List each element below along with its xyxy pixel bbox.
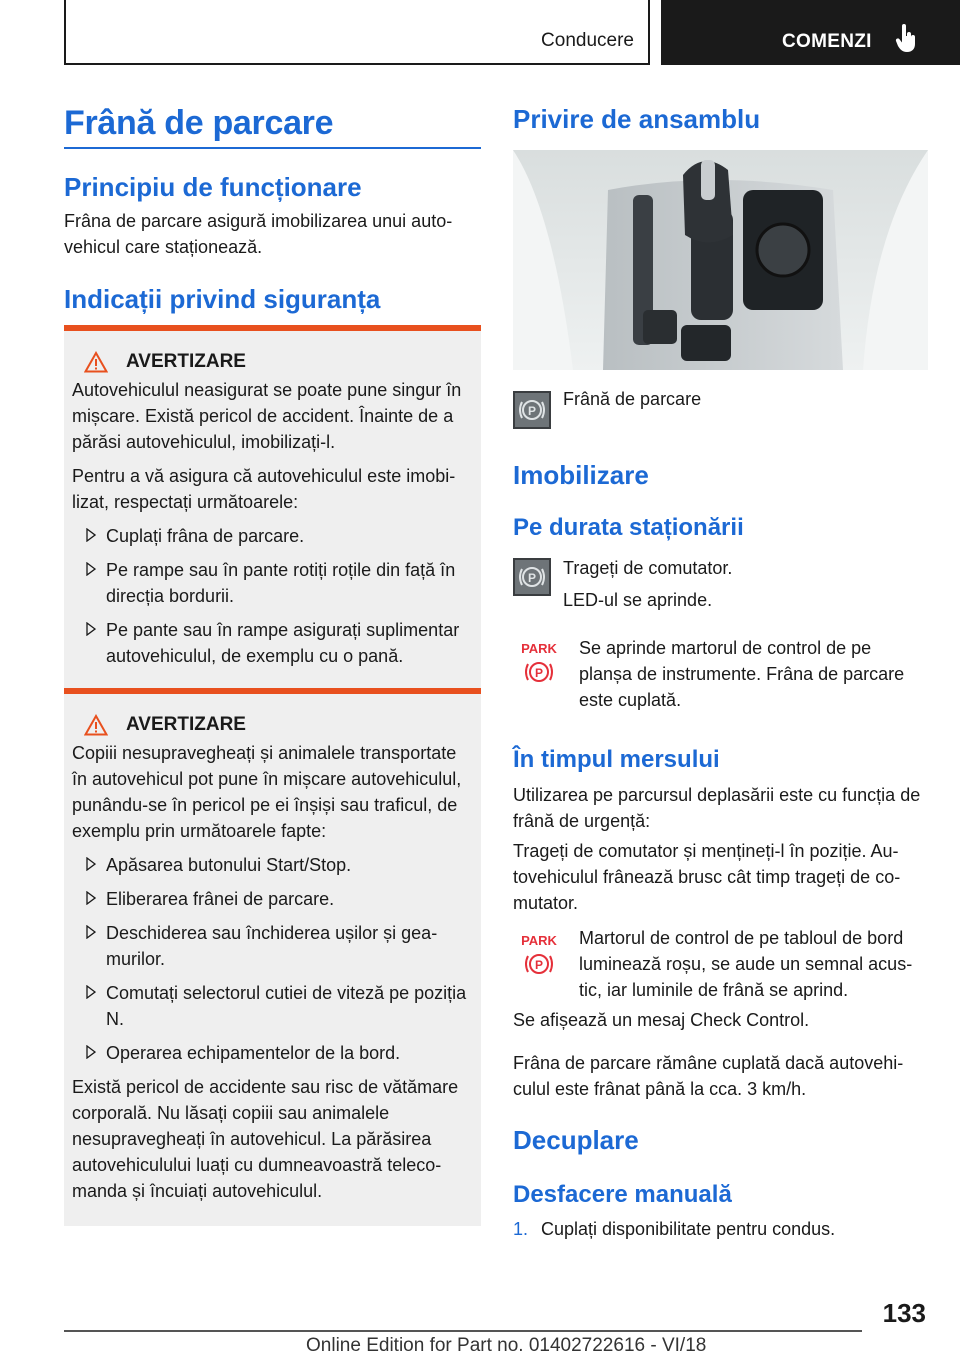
warning-triangle-icon	[84, 714, 108, 736]
page-number: 133	[882, 1298, 926, 1328]
immobilization-heading: Imobilizare	[513, 460, 649, 490]
driving-subheading: În timpul mersului	[513, 746, 720, 773]
warning-title-1	[72, 351, 473, 373]
list-item: Comutați selectorul cutiei de viteză pe poziția N.	[72, 980, 473, 1032]
tab-conducere[interactable]	[64, 0, 650, 65]
pull-switch-text: Trageți de comutator.	[563, 558, 733, 578]
safety-heading: Indicații privind siguranța	[64, 284, 381, 314]
edition-footer: Online Edition for Part no. 01402722616 - VI/18	[306, 1335, 707, 1356]
list-item: Operarea echipamentelor de la bord.	[72, 1040, 473, 1066]
list-item: Pe rampe sau în pante rotiți roțile din față în direcția bordurii.	[72, 557, 473, 609]
warning1-list	[72, 523, 473, 669]
bullet-triangle-icon	[86, 857, 96, 871]
step-1-text: Cuplați disponibilitate pentru condus.	[541, 1219, 836, 1239]
bullet-triangle-icon	[86, 891, 96, 905]
warning-box-1	[64, 325, 481, 691]
svg-text:P: P	[527, 571, 537, 585]
tab-conducere-label: Conducere	[541, 30, 634, 51]
bullet-triangle-icon	[86, 985, 96, 999]
svg-text:P: P	[534, 958, 544, 972]
warning-label: AVERTIZARE	[126, 351, 246, 372]
list-item: Eliberarea frânei de parcare.	[72, 886, 473, 912]
bullet-triangle-icon	[86, 1045, 96, 1059]
list-item: Deschiderea sau închiderea ușilor și geamurilor.	[72, 920, 473, 972]
principle-text: Frâna de parcare asigură imobilizarea unui autovehicul care staționează.	[64, 211, 453, 257]
photo-caption: Frână de parcare	[563, 389, 702, 409]
driving-paragraph-2: Trageți de comutator și mențineți-l în poziție. Autovehiculul frânează brusc cât timp trageți de comutator.	[513, 841, 901, 913]
park-light-text-2: Martorul de control de pe tabloul de bord luminează roșu, se aude un semnal acustic, iar luminile de frână se aprind.	[579, 928, 913, 1000]
check-control-text: Se afișează un mesaj Check Control.	[513, 1010, 810, 1030]
overview-heading: Privire de ansamblu	[513, 104, 761, 134]
warning-label: AVERTIZARE	[126, 714, 246, 735]
svg-text:PARK: PARK	[521, 641, 557, 656]
park-indicator-icon	[517, 932, 561, 982]
bullet-triangle-icon	[86, 925, 96, 939]
parking-brake-switch-icon	[513, 391, 551, 429]
step-1	[513, 1216, 928, 1242]
warning-title-2	[72, 714, 473, 736]
warning1-paragraph-2: Pentru a vă asigura că autovehiculul este imobilizat, respectați următoarele:	[72, 466, 456, 512]
stays-engaged-text: Frâna de parcare rămâne cuplată dacă autovehiculul este frânat până la cca. 3 km/h.	[513, 1053, 904, 1099]
warning2-paragraph-1: Copiii nesupravegheați și animalele transportate în autovehicul pot pune în mișcare autovehiculul, punându-se în pericol pe ei înșiși sau traficul, de exemplu prin următoarele fapte:	[72, 743, 462, 841]
svg-text:PARK: PARK	[521, 933, 557, 948]
principle-heading: Principiu de funcționare	[64, 172, 362, 202]
bullet-triangle-icon	[86, 622, 96, 636]
bullet-triangle-icon	[86, 562, 96, 576]
warning-box-2	[64, 688, 481, 1226]
bullet-triangle-icon	[86, 528, 96, 542]
manual-release-subheading: Desfacere manuală	[513, 1181, 732, 1208]
tab-comenzi-label: COMENZI	[782, 31, 872, 52]
warning2-paragraph-2: Există pericol de accidente sau risc de vătămare corporală. Nu lăsați copiii sau animalele nesupravegheați în autovehicul. La părăsirea autovehiculului luați cu dumneavoastră telecomanda și încuiați autovehiculul.	[72, 1077, 459, 1201]
warning1-paragraph-1: Autovehiculul neasigurat se poate pune singur în mișcare. Există pericol de accident. Înainte de a părăsi autovehiculul, imobilizați-l.	[72, 380, 462, 452]
park-light-text-1: Se aprinde martorul de control de pe planșa de instrumente. Frâna de parcare este cuplată.	[579, 638, 905, 710]
led-on-text: LED-ul se aprinde.	[563, 590, 713, 610]
svg-text:P: P	[527, 404, 537, 418]
tab-comenzi[interactable]	[661, 0, 960, 65]
list-item: Cuplați frâna de parcare.	[72, 523, 473, 549]
center-console-illustration	[513, 150, 928, 370]
title-divider	[64, 147, 481, 149]
park-indicator-icon	[517, 640, 561, 690]
list-item: Apăsarea butonului Start/Stop.	[72, 852, 473, 878]
svg-text:P: P	[534, 666, 544, 680]
parking-subheading: Pe durata staționării	[513, 514, 744, 541]
warning-triangle-icon	[84, 351, 108, 373]
step-number: 1.	[513, 1219, 529, 1239]
page-title: Frână de parcare	[64, 104, 334, 142]
release-heading: Decuplare	[513, 1125, 639, 1155]
hand-pointer-icon	[895, 24, 917, 54]
parking-brake-switch-icon	[513, 558, 551, 596]
footer-divider	[64, 1330, 862, 1332]
warning2-list	[72, 852, 473, 1066]
gear-console-photo	[513, 150, 928, 370]
page-header	[0, 0, 960, 66]
list-item: Pe pante sau în rampe asigurați suplimentar autovehiculul, de exemplu cu o pană.	[72, 617, 473, 669]
driving-paragraph-1: Utilizarea pe parcursul deplasării este cu funcția de frână de urgență:	[513, 785, 921, 831]
